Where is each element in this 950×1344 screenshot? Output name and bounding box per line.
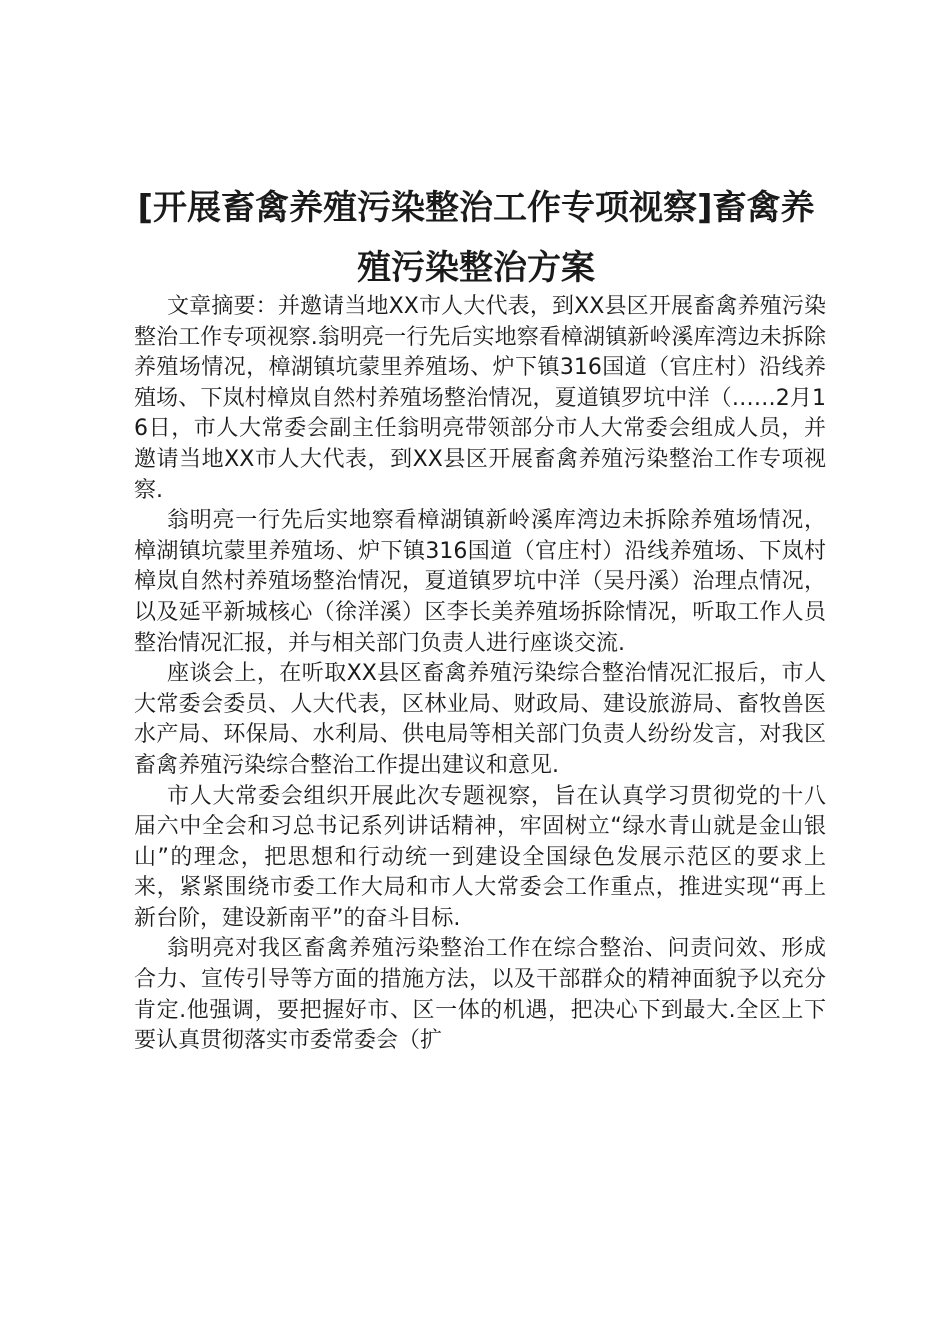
paragraph-purpose: 市人大常委会组织开展此次专题视察，旨在认真学习贯彻党的十八届六中全会和习总书记系列讲话精神，牢固树立“绿水青山就是金山银山”的理念，把思想和行动统一到建设全国绿色发展示范区的要求上来，紧紧围绕市委工作大局和市人大常委会工作重点，推进实现“再上新台阶，建设新南平”的奋斗目标. [134, 783, 826, 931]
paragraph-inspection: 翁明亮一行先后实地察看樟湖镇新岭溪库湾边未拆除养殖场情况，樟湖镇坑蒙里养殖场、炉下镇316国道（官庄村）沿线养殖场、下岚村樟岚自然村养殖场整治情况，夏道镇罗坑中洋（吴丹溪）治理点情况，以及延平新城核心（徐洋溪）区李长美养殖场拆除情况，听取工作人员整治情况汇报，并与相关部门负责人进行座谈交流. [134, 508, 826, 656]
document-body [134, 292, 826, 1057]
paragraph-abstract: 文章摘要：并邀请当地XX市人大代表，到XX县区开展畜禽养殖污染整治工作专项视察.翁明亮一行先后实地察看樟湖镇新岭溪库湾边未拆除养殖场情况，樟湖镇坑蒙里养殖场、炉下镇316国道（官庄村）沿线养殖场、下岚村樟岚自然村养殖场整治情况，夏道镇罗坑中洋（……2月16日，市人大常委会副主任翁明亮带领部分市人大常委会组成人员，并邀请当地XX市人大代表，到XX县区开展畜禽养殖污染整治工作专项视察. [134, 294, 826, 503]
paragraph-symposium: 座谈会上，在听取XX县区畜禽养殖污染综合整治情况汇报后，市人大常委会委员、人大代表，区林业局、财政局、建设旅游局、畜牧兽医水产局、环保局、水利局、供电局等相关部门负责人纷纷发言，对我区畜禽养殖污染综合整治工作提出建议和意见. [134, 661, 826, 778]
document-title: [开展畜禽养殖污染整治工作专项视察]畜禽养殖污染整治方案 [137, 188, 815, 288]
paragraph-remarks: 翁明亮对我区畜禽养殖污染整治工作在综合整治、问责问效、形成合力、宣传引导等方面的措施方法，以及干部群众的精神面貌予以充分肯定.他强调，要把握好市、区一体的机遇，把决心下到最大.全区上下要认真贯彻落实市委常委会（扩 [134, 936, 826, 1054]
